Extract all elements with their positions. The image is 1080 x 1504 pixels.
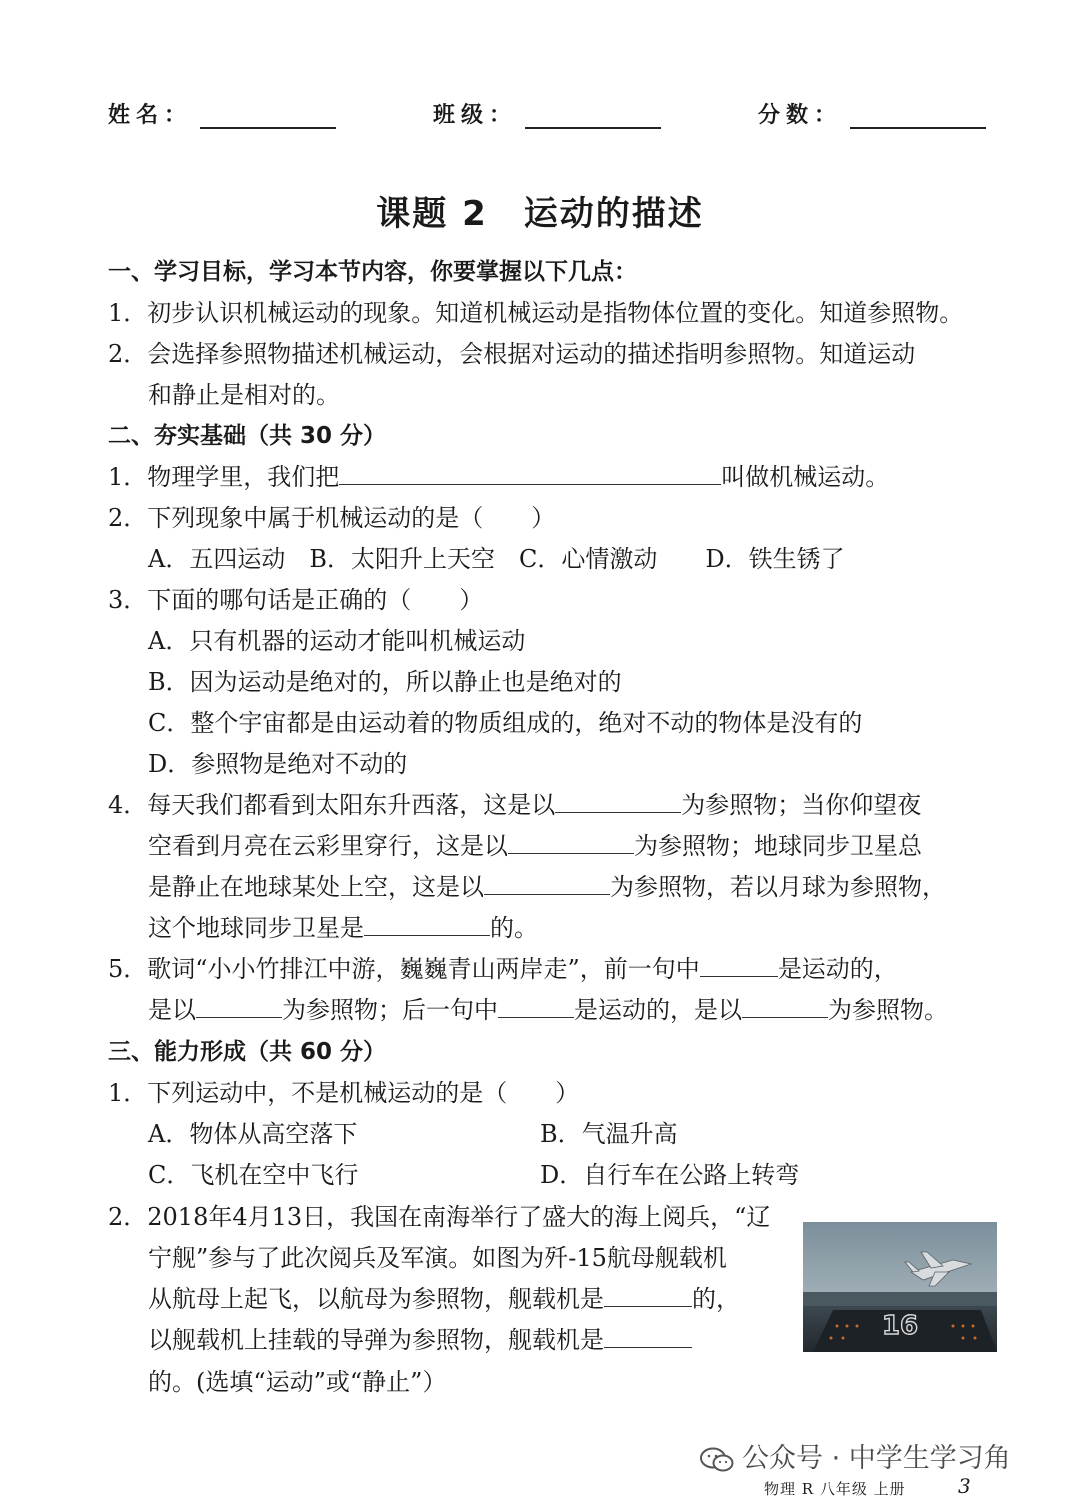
s2-q4-text: 空看到月亮在云彩里穿行，这是以 [148, 832, 508, 860]
s3-q1-option-a: A．物体从高空落下 [148, 1120, 358, 1148]
s2-q4-text: 为参照物，若以月球为参照物， [610, 873, 946, 901]
s3-q2-blank-1[interactable] [604, 1282, 692, 1307]
s2-question-2: 2．下列现象中属于机械运动的是（ ） [108, 504, 556, 532]
s3-q1-option-c: C．飞机在空中飞行 [148, 1161, 359, 1189]
s2-q5-blank-2[interactable] [196, 993, 282, 1018]
name-field [108, 98, 336, 134]
objective-2-line-1: 2．会选择参照物描述机械运动，会根据对运动的描述指明参照物。知道运动 [108, 340, 916, 368]
s2-q5-text: 是以 [148, 996, 196, 1024]
s2-q5-text: 是运动的， [777, 955, 898, 983]
score-label: 分数： [758, 103, 843, 128]
jet-takeoff-illustration [803, 1222, 997, 1352]
s2-q4-line-4 [148, 908, 538, 948]
s2-q5-blank-1[interactable] [700, 952, 778, 977]
name-blank[interactable] [200, 105, 336, 129]
score-field [758, 98, 986, 134]
s3-q2-text: 从航母上起飞，以航母为参照物，舰载机是 [148, 1285, 604, 1313]
s3-q1-option-d: D．自行车在公路上转弯 [540, 1161, 800, 1189]
book-label: 物理 R 八年级 上册 [764, 1480, 906, 1498]
wechat-icon [700, 1447, 734, 1473]
class-blank[interactable] [525, 105, 661, 129]
s2-q5-text: 5．歌词“小小竹排江中游，巍巍青山两岸走”，前一句中 [108, 955, 700, 983]
watermark-text: 公众号 · 中学生学习角 [742, 1443, 1011, 1474]
s2-q3-option-c: C．整个宇宙都是由运动着的物质组成的，绝对不动的物体是没有的 [148, 709, 863, 737]
s3-q2-blank-2[interactable] [604, 1323, 692, 1348]
watermark [700, 1436, 1011, 1475]
s2-q4-text: 是静止在地球某处上空，这是以 [148, 873, 484, 901]
s2-q5-text: 为参照物；后一句中 [282, 996, 498, 1024]
deck-number: 16 [881, 1311, 919, 1341]
s3-q2-text: 的， [692, 1285, 740, 1313]
name-label: 姓名： [108, 103, 193, 128]
page-number: 3 [958, 1474, 971, 1498]
s3-q2-line-2: 宁舰”参与了此次阅兵及军演。如图为歼-15航母舰载机 [148, 1244, 727, 1272]
s3-q2-line-5: 的。(选填“运动”或“静止”） [148, 1368, 447, 1396]
s2-q1-text-end: 叫做机械运动。 [721, 463, 890, 491]
section-1-heading: 一、学习目标，学习本节内容，你要掌握以下几点： [108, 259, 637, 285]
score-blank[interactable] [850, 105, 986, 129]
s3-q2-line-1: 2．2018年4月13日，我国在南海举行了盛大的海上阅兵，“辽 [108, 1203, 771, 1231]
section-2-heading: 二、夯实基础（共 30 分） [108, 423, 387, 449]
s2-q4-text: 为参照物；地球同步卫星总 [634, 832, 922, 860]
s2-q3-option-b: B．因为运动是绝对的，所以静止也是绝对的 [148, 668, 622, 696]
s2-q4-blank-4[interactable] [364, 911, 490, 936]
s2-q5-line-2 [148, 990, 948, 1030]
objective-2-line-2: 和静止是相对的。 [148, 381, 340, 409]
s2-q5-line-1 [108, 949, 898, 989]
s2-q4-text: 4．每天我们都看到太阳东升西落，这是以 [108, 791, 556, 819]
s2-q4-text: 为参照物；当你仰望夜 [681, 791, 922, 819]
s2-q4-line-3 [148, 867, 946, 907]
s2-question-1 [108, 457, 889, 497]
s2-q3-option-d: D．参照物是绝对不动的 [148, 750, 408, 778]
s3-q2-line-3 [148, 1279, 740, 1319]
s2-q4-line-2 [148, 826, 922, 866]
s2-q5-text: 为参照物。 [828, 996, 948, 1024]
carrier-jet-photo [803, 1222, 997, 1352]
s3-q2-line-4 [148, 1320, 692, 1360]
s2-q4-blank-3[interactable] [484, 870, 610, 895]
s2-question-3: 3．下面的哪句话是正确的（ ） [108, 586, 484, 614]
s2-q5-blank-3[interactable] [498, 993, 574, 1018]
s3-q1-option-b: B．气温升高 [540, 1120, 678, 1148]
s2-q3-option-a: A．只有机器的运动才能叫机械运动 [148, 627, 526, 655]
s2-q4-blank-2[interactable] [508, 829, 634, 854]
page-title: 课题 2 运动的描述 [376, 194, 704, 234]
s2-q4-text: 这个地球同步卫星是 [148, 914, 364, 942]
s2-q4-blank-1[interactable] [555, 788, 681, 813]
class-field [433, 98, 661, 134]
s2-q5-blank-4[interactable] [742, 993, 828, 1018]
class-label: 班级： [433, 103, 518, 128]
s2-q4-text: 的。 [490, 914, 538, 942]
s2-q2-options: A．五四运动 B．太阳升上天空 C．心情激动 D．铁生锈了 [148, 545, 845, 573]
s3-q2-text: 以舰载机上挂载的导弹为参照物，舰载机是 [148, 1326, 604, 1354]
section-3-heading: 三、能力形成（共 60 分） [108, 1039, 387, 1065]
s2-q1-text: 1．物理学里，我们把 [108, 463, 340, 491]
s2-q4-line-1 [108, 785, 921, 825]
s3-question-1: 1．下列运动中，不是机械运动的是（ ） [108, 1079, 580, 1107]
s2-q5-text: 是运动的，是以 [574, 996, 742, 1024]
objective-1: 1．初步认识机械运动的现象。知道机械运动是指物体位置的变化。知道参照物。 [108, 299, 964, 327]
s2-q1-blank[interactable] [339, 460, 721, 485]
